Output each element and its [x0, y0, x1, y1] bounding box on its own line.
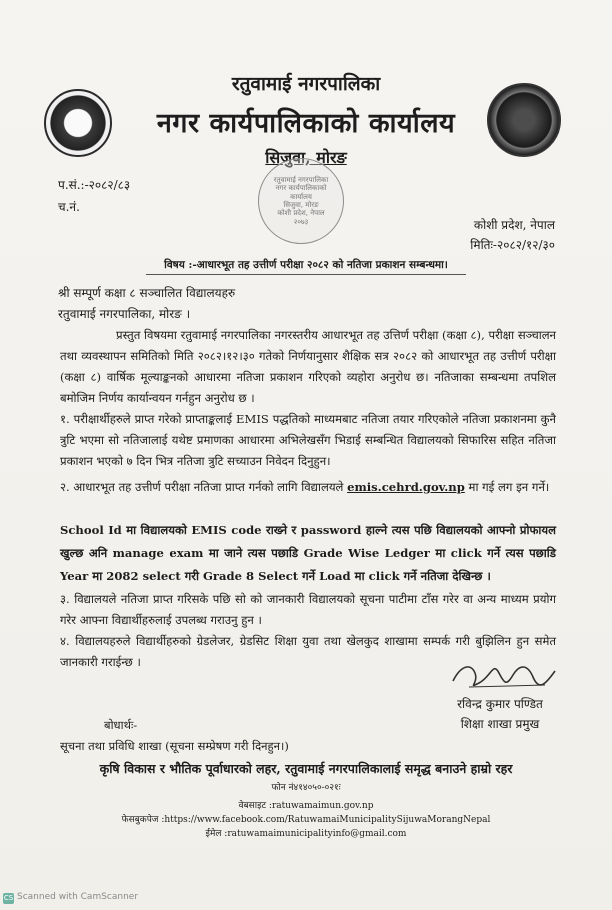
camscanner-watermark	[3, 892, 138, 904]
point-two-text-end: मा गई लग इन गर्ने।	[464, 480, 550, 494]
stamp-line: रतुवामाई नगरपालिका	[273, 175, 329, 184]
footer-motto: कृषि विकास र भौतिक पूर्वाधारको लहर, रतुवामाई नगरपालिकालाई समृद्ध बनाउने हाम्रो रहर	[99, 761, 513, 776]
dispatch-number: च.नं.	[58, 200, 80, 214]
footer-phone: फोन नं४१४०५०-०२१ः	[271, 783, 341, 793]
stamp-line: २०७३	[293, 217, 309, 226]
point-three: ३. विद्यालयले नतिजा प्राप्त गरिसके पछि सो को जानकारी विद्यालयको सूचना पाटीमा टाँस गरेर वा अन्य माध्यम प्रयोग गरेर आफ्ना विद्यार्थीहरुलाई उपलब्ध गराउनु हुन ।	[60, 592, 556, 627]
point-four: ४. विद्यालयहरुले विद्यार्थीहरुको ग्रेडलेजर, ग्रेडसिट शिक्षा युवा तथा खेलकुद शाखामा सम्पर्क गरी बुझिलिन हुन समेत जानकारी गराईन्छ ।	[60, 634, 556, 669]
footer-facebook: फेसबुकपेज :https://www.facebook.com/RatuwamaiMunicipalitySijuwaMorangNepal	[121, 815, 491, 825]
stamp-line: कार्यालय	[290, 192, 312, 201]
signatory-name: रविन्द्र कुमार पण्डित	[457, 697, 543, 711]
point-two	[60, 477, 556, 498]
recipient-line: रतुवामाई नगरपालिका, मोरङ ।	[58, 307, 191, 321]
recipient-line: श्री सम्पूर्ण कक्षा ८ सञ्चालित विद्यालयहरु	[58, 286, 236, 300]
letter-reference-number: प.सं.:-२०८२/८३	[58, 178, 131, 192]
stamp-line: कोशी प्रदेश, नेपाल	[277, 209, 325, 218]
cc-label: बोधार्थः-	[104, 718, 138, 732]
point-two-text: २. आधारभूत तह उत्तीर्ण परीक्षा नतिजा प्राप्त गर्नको लागि विद्यालयले	[60, 480, 348, 494]
camscanner-icon: CS	[3, 894, 14, 902]
watermark-text: Scanned with CamScanner	[17, 892, 139, 902]
recipient-block	[58, 283, 235, 325]
point-one: १. परीक्षार्थीहरुले प्राप्त गरेको प्राप्ताङ्कलाई EMIS पद्धतिको माध्यमबाट नतिजा तयार गरिएकोले नतिजा प्रकाशनमा कुनै त्रुटि भएमा सो नतिजालाई यथेष्ट प्रमाणका आधारमा अभिलेखसँग भिडाई सम्बन्धित विद्यालयको सिफारिस सहित नतिजा प्रकाशन भएको ७ दिन भित्र नतिजा त्रुटि सच्याउन निवेदन दिनुहुन।	[60, 412, 556, 468]
stamp-line: सिजुवा, मोरङ	[283, 201, 319, 209]
footer-email: ईमेल :ratuwamaimunicipalityinfo@gmail.com	[205, 829, 407, 839]
stamp-line: नगर कार्यपालिकाको	[275, 184, 327, 193]
province-text: कोशी प्रदेश, नेपाल	[473, 218, 555, 232]
footer-website: वेबसाइट :ratuwamaimun.gov.np	[238, 801, 374, 811]
subject-underline	[146, 274, 466, 275]
office-address: सिजुवा, मोरङ	[265, 148, 347, 167]
handwritten-signature	[449, 655, 559, 695]
emis-link[interactable]: emis.cehrd.gov.np	[347, 480, 465, 494]
office-name: नगर कार्यपालिकाको कार्यालय	[156, 108, 456, 139]
municipality-name: रतुवामाई नगरपालिका	[231, 73, 381, 95]
office-stamp	[258, 158, 344, 244]
signatory-designation: शिक्षा शाखा प्रमुख	[460, 717, 540, 731]
letter-date: मितिः-२०८२/१२/३०	[470, 238, 555, 252]
login-instructions: School Id मा विद्यालयको EMIS code राख्ने र password हाल्ने त्यस पछि विद्यालयको आफ्नो प्रोफायल खुल्छ अनि manage exam मा जाने त्यस पछाडि Grade Wise Ledger मा click गर्ने त्यस पछाडि Year मा 2082 select गरी Grade 8 Select गर्ने Load मा click गर्ने नतिजा देखिन्छ ।	[60, 523, 556, 583]
intro-paragraph: प्रस्तुत विषयमा रतुवामाई नगरपालिका नगरस्तरीय आधारभूत तह उत्तिर्ण परीक्षा (कक्षा ८), परीक्षा सञ्चालन तथा व्यवस्थापन समितिको मिति २०८२।१२।३० गतेको निर्णयानुसार शैक्षिक सत्र २०८२ को आधारभूत तह उत्तीर्ण परीक्षा (कक्षा ८) वार्षिक मूल्याङ्कनको आधारमा नतिजा प्रकाशन गरिएको व्यहोरा अनुरोध छ। नतिजाका सम्बन्धमा तपशिल बमोजिम निर्णय कार्यान्वयन गर्नहुन अनुरोध छ ।	[60, 328, 556, 405]
cc-line: सूचना तथा प्रविधि शाखा (सूचना सम्प्रेषण गरी दिनहुन।)	[60, 739, 289, 753]
subject-line: विषय :-आधारभूत तह उत्तीर्ण परीक्षा २०८२ को नतिजा प्रकाशन सम्बन्धमा।	[164, 259, 448, 271]
